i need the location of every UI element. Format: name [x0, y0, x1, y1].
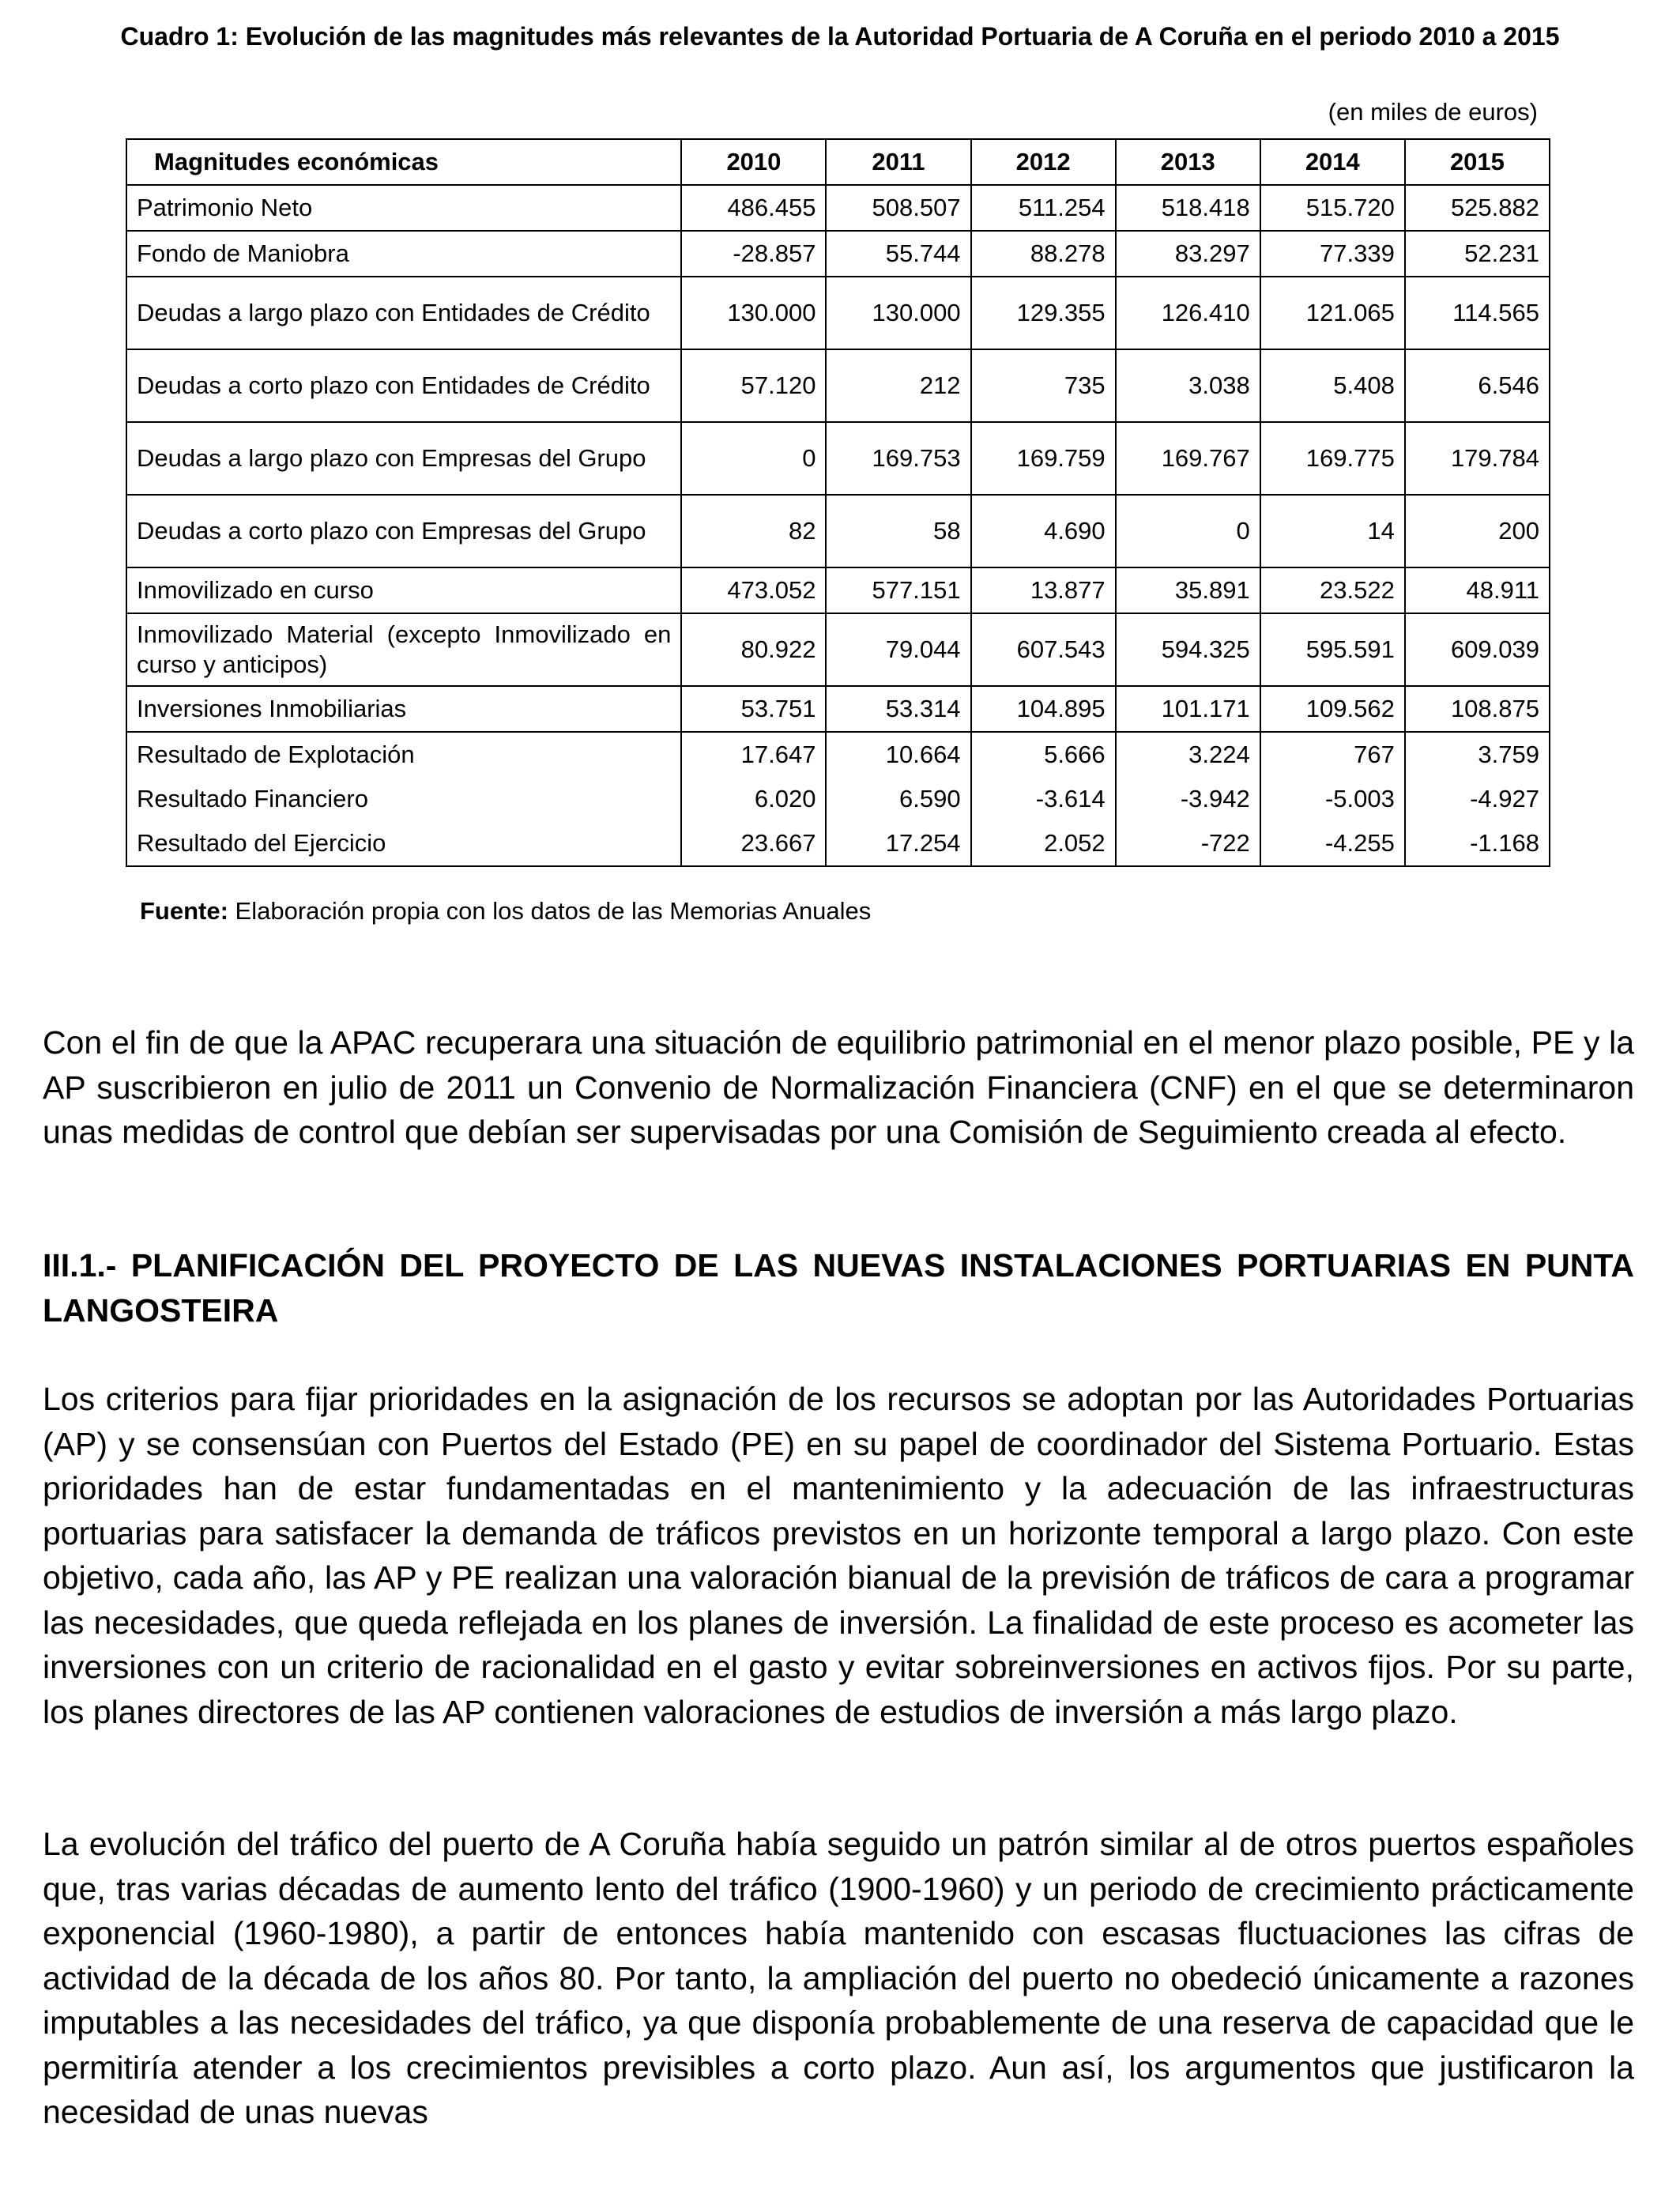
table-row	[126, 732, 1550, 777]
table-row	[126, 277, 1550, 349]
header-year: 2012	[971, 139, 1116, 185]
cell-value: 511.254	[971, 185, 1116, 231]
cell-value: 6.546	[1405, 349, 1550, 422]
cell-value: 129.355	[971, 277, 1116, 349]
row-label: Resultado del Ejercicio	[126, 821, 681, 866]
cell-value: 3.038	[1116, 349, 1260, 422]
cell-value: 109.562	[1260, 686, 1405, 732]
header-year: 2013	[1116, 139, 1260, 185]
table-row	[126, 422, 1550, 495]
cell-value: 508.507	[826, 185, 970, 231]
row-label: Patrimonio Neto	[126, 185, 681, 231]
cell-value: 23.667	[681, 821, 826, 866]
cell-value: 3.224	[1116, 732, 1260, 777]
cell-value: 35.891	[1116, 567, 1260, 613]
cell-value: 53.751	[681, 686, 826, 732]
row-label: Inmovilizado en curso	[126, 567, 681, 613]
table-row	[126, 686, 1550, 732]
cell-value: 595.591	[1260, 613, 1405, 686]
cell-value: 101.171	[1116, 686, 1260, 732]
cell-value: -28.857	[681, 231, 826, 277]
cell-value: 130.000	[826, 277, 970, 349]
cell-value: -1.168	[1405, 821, 1550, 866]
cell-value: 212	[826, 349, 970, 422]
source-text: Elaboración propia con los datos de las Memorias Anuales	[228, 897, 872, 925]
header-year: 2015	[1405, 139, 1550, 185]
cell-value: -3.614	[971, 777, 1116, 821]
cell-value: 169.753	[826, 422, 970, 495]
cell-value: 23.522	[1260, 567, 1405, 613]
economic-magnitudes-table	[126, 138, 1550, 867]
cell-value: 104.895	[971, 686, 1116, 732]
cell-value: 179.784	[1405, 422, 1550, 495]
cell-value: 53.314	[826, 686, 970, 732]
cell-value: 518.418	[1116, 185, 1260, 231]
header-year: 2014	[1260, 139, 1405, 185]
cell-value: 88.278	[971, 231, 1116, 277]
row-label: Deudas a largo plazo con Empresas del Grupo	[126, 422, 681, 495]
paragraph-criteria: Los criterios para fijar prioridades en la asignación de los recursos se adoptan por las Autoridades Portuarias (AP) y se consensúan con Puertos del Estado (PE) en su papel de coordinador del Sistema Portuario. Estas prioridades han de estar fundamentadas en el mantenimiento y la adecuación de las infraestructuras portuarias para satisfacer la demanda de tráficos previstos en un horizonte temporal a largo plazo. Con este objetivo, cada año, las AP y PE realizan una valoración bianual de la previsión de tráficos de cara a programar las necesidades, que queda reflejada en los planes de inversión. La finalidad de este proceso es acometer las inversiones con un criterio de racionalidad en el gasto y evitar sobreinversiones en activos fijos. Por su parte, los planes directores de las AP contienen valoraciones de estudios de inversión a más largo plazo.	[43, 1381, 1634, 1730]
table-row	[126, 185, 1550, 231]
cell-value: -722	[1116, 821, 1260, 866]
cell-value: -5.003	[1260, 777, 1405, 821]
table-row	[126, 349, 1550, 422]
cell-value: 6.020	[681, 777, 826, 821]
cell-value: 169.775	[1260, 422, 1405, 495]
cell-value: 6.590	[826, 777, 970, 821]
table-source	[140, 897, 871, 925]
row-label: Deudas a corto plazo con Entidades de Crédito	[126, 349, 681, 422]
cell-value: 13.877	[971, 567, 1116, 613]
cell-value: 52.231	[1405, 231, 1550, 277]
cell-value: 3.759	[1405, 732, 1550, 777]
cell-value: 55.744	[826, 231, 970, 277]
cell-value: 79.044	[826, 613, 970, 686]
cell-value: 126.410	[1116, 277, 1260, 349]
table-row	[126, 821, 1550, 866]
cell-value: 473.052	[681, 567, 826, 613]
cell-value: 515.720	[1260, 185, 1405, 231]
cell-value: 0	[681, 422, 826, 495]
cell-value: 58	[826, 495, 970, 567]
cell-value: 77.339	[1260, 231, 1405, 277]
cell-value: 735	[971, 349, 1116, 422]
cell-value: 767	[1260, 732, 1405, 777]
cell-value: 577.151	[826, 567, 970, 613]
cell-value: 200	[1405, 495, 1550, 567]
cell-value: 0	[1116, 495, 1260, 567]
paragraph-cnf: Con el fin de que la APAC recuperara una situación de equilibrio patrimonial en el menor plazo posible, PE y la AP suscribieron en julio de 2011 un Convenio de Normalización Financiera (CNF) en el que se determinaron unas medidas de control que debían ser supervisadas por una Comisión de Seguimiento creada al efecto.	[43, 1024, 1634, 1150]
table-caption: Cuadro 1: Evolución de las magnitudes más relevantes de la Autoridad Portuaria de A Coruña en el periodo 2010 a 2015	[120, 22, 1560, 51]
cell-value: -3.942	[1116, 777, 1260, 821]
row-label: Deudas a corto plazo con Empresas del Grupo	[126, 495, 681, 567]
source-label: Fuente:	[140, 897, 228, 925]
cell-value: 607.543	[971, 613, 1116, 686]
row-label: Resultado Financiero	[126, 777, 681, 821]
cell-value: 5.666	[971, 732, 1116, 777]
cell-value: 486.455	[681, 185, 826, 231]
table-row	[126, 777, 1550, 821]
row-label: Inmovilizado Material (excepto Inmovilizado en curso y anticipos)	[126, 613, 681, 686]
table-row	[126, 231, 1550, 277]
cell-value: 525.882	[1405, 185, 1550, 231]
header-year: 2010	[681, 139, 826, 185]
cell-value: 17.647	[681, 732, 826, 777]
cell-value: -4.255	[1260, 821, 1405, 866]
cell-value: 4.690	[971, 495, 1116, 567]
cell-value: 169.767	[1116, 422, 1260, 495]
cell-value: 57.120	[681, 349, 826, 422]
header-year: 2011	[826, 139, 970, 185]
cell-value: 130.000	[681, 277, 826, 349]
cell-value: 2.052	[971, 821, 1116, 866]
cell-value: 83.297	[1116, 231, 1260, 277]
cell-value: 17.254	[826, 821, 970, 866]
cell-value: 5.408	[1260, 349, 1405, 422]
cell-value: 114.565	[1405, 277, 1550, 349]
unit-note: (en miles de euros)	[1328, 98, 1538, 126]
cell-value: 108.875	[1405, 686, 1550, 732]
row-label: Deudas a largo plazo con Entidades de Crédito	[126, 277, 681, 349]
row-label: Resultado de Explotación	[126, 732, 681, 777]
row-label: Fondo de Maniobra	[126, 231, 681, 277]
table-row	[126, 613, 1550, 686]
cell-value: 80.922	[681, 613, 826, 686]
table-row	[126, 495, 1550, 567]
header-magnitudes: Magnitudes económicas	[126, 139, 681, 185]
paragraph-traffic: La evolución del tráfico del puerto de A Coruña había seguido un patrón similar al de otros puertos españoles que, tras varias décadas de aumento lento del tráfico (1900-1960) y un periodo de crecimiento prácticamente exponencial (1960-1980), a partir de entonces había mantenido con escasas fluctuaciones las cifras de actividad de la década de los años 80. Por tanto, la ampliación del puerto no obedeció únicamente a razones imputables a las necesidades del tráfico, ya que disponía probablemente de una reserva de capacidad que le permitiría atender a los crecimientos previsibles a corto plazo. Aun así, los argumentos que justificaron la necesidad de unas nuevas	[43, 1826, 1634, 2130]
cell-value: 121.065	[1260, 277, 1405, 349]
section-heading: III.1.- PLANIFICACIÓN DEL PROYECTO DE LAS NUEVAS INSTALACIONES PORTUARIAS EN PUNTA LANGOSTEIRA	[43, 1247, 1634, 1329]
cell-value: 10.664	[826, 732, 970, 777]
cell-value: 169.759	[971, 422, 1116, 495]
cell-value: 82	[681, 495, 826, 567]
table-header-row	[126, 139, 1550, 185]
cell-value: 594.325	[1116, 613, 1260, 686]
table-row	[126, 567, 1550, 613]
cell-value: 48.911	[1405, 567, 1550, 613]
cell-value: 14	[1260, 495, 1405, 567]
row-label: Inversiones Inmobiliarias	[126, 686, 681, 732]
cell-value: -4.927	[1405, 777, 1550, 821]
cell-value: 609.039	[1405, 613, 1550, 686]
